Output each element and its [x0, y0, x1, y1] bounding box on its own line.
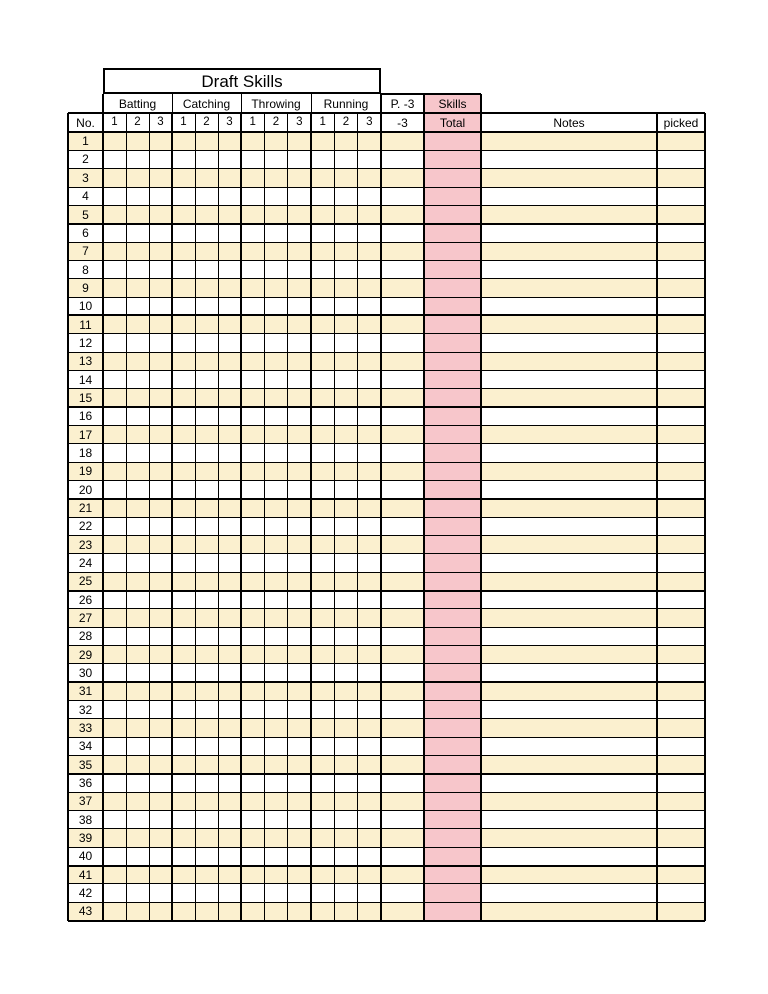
row-background [68, 297, 705, 315]
row-background [68, 499, 705, 517]
row-background [68, 756, 705, 774]
row-number: 32 [78, 702, 93, 717]
row-background [68, 352, 705, 370]
subcol-header: 3 [366, 115, 373, 128]
row-line [68, 645, 705, 646]
row-background [68, 719, 705, 737]
row-background [68, 279, 705, 297]
row-background [68, 169, 705, 187]
row-line [68, 902, 705, 903]
row-background [68, 609, 705, 627]
header-line [68, 131, 705, 133]
row-background [68, 829, 705, 847]
row-number: 43 [78, 904, 93, 919]
row-background [68, 664, 705, 682]
group-divider [480, 94, 482, 113]
skills-header: Skills [438, 96, 467, 111]
row-background [68, 554, 705, 572]
subcolumn-line [218, 113, 219, 921]
row-line [68, 681, 705, 683]
row-number: 2 [82, 152, 89, 167]
row-number: 29 [78, 647, 93, 662]
row-number: 6 [82, 225, 89, 240]
row-line [68, 792, 705, 793]
column-line [423, 113, 425, 921]
subcolumn-line [126, 113, 127, 921]
row-background [68, 462, 705, 480]
row-line [68, 370, 705, 371]
row-number: 28 [78, 629, 93, 644]
row-number: 23 [78, 537, 93, 552]
row-number: 19 [78, 464, 93, 479]
row-line [68, 260, 705, 261]
row-line [68, 223, 705, 225]
column-line [67, 113, 69, 921]
row-number: 8 [82, 262, 89, 277]
row-background [68, 847, 705, 865]
row-number: 42 [78, 886, 93, 901]
row-number: 39 [78, 831, 93, 846]
row-line [68, 700, 705, 701]
row-line [68, 352, 705, 353]
row-number: 34 [78, 739, 93, 754]
subcolumn-line [149, 113, 150, 921]
row-line [68, 406, 705, 408]
subcolumn-line [357, 113, 358, 921]
row-line [68, 718, 705, 719]
row-number: 36 [78, 776, 93, 791]
subcol-header: 2 [342, 115, 350, 128]
row-number: 26 [78, 592, 93, 607]
row-background [68, 370, 705, 388]
group-divider [102, 94, 104, 113]
row-background [68, 425, 705, 443]
penalty-header: P. -3 [390, 96, 415, 111]
row-number: 15 [78, 390, 93, 405]
skills-total-column [424, 94, 481, 921]
subcolumn-line [264, 113, 265, 921]
row-line [68, 847, 705, 848]
row-background [68, 315, 705, 333]
row-number: 37 [78, 794, 93, 809]
row-number: 7 [82, 244, 89, 259]
group-header-throwing: Throwing [251, 96, 301, 111]
row-line [68, 443, 705, 444]
row-background [68, 132, 705, 150]
subcolumn-line [287, 113, 288, 921]
row-line [68, 572, 705, 573]
column-line [171, 113, 173, 921]
group-divider [423, 94, 425, 113]
row-line [68, 590, 705, 592]
row-background [68, 627, 705, 645]
row-background [68, 334, 705, 352]
row-number: 18 [78, 445, 93, 460]
row-background [68, 811, 705, 829]
row-line [68, 150, 705, 151]
row-line [68, 663, 705, 664]
row-line [68, 278, 705, 279]
row-line [68, 242, 705, 243]
subcol-header: 1 [319, 115, 326, 128]
row-number: 11 [79, 317, 92, 332]
row-line [68, 425, 705, 426]
row-line [68, 498, 705, 500]
row-background [68, 205, 705, 223]
row-number: 24 [78, 555, 93, 570]
column-line [380, 113, 382, 921]
penalty-subheader: -3 [397, 115, 408, 130]
sheet-title: Draft Skills [103, 68, 381, 94]
row-number: 17 [78, 427, 93, 442]
row-line [68, 755, 705, 756]
header-line [381, 93, 481, 95]
column-line [310, 113, 312, 921]
row-line [68, 608, 705, 609]
row-line [68, 388, 705, 389]
group-header-running: Running [323, 96, 369, 111]
row-line [68, 462, 705, 463]
row-line [68, 828, 705, 829]
row-number: 10 [78, 299, 93, 314]
row-background [68, 737, 705, 755]
row-background [68, 389, 705, 407]
subcol-header: 3 [157, 115, 164, 128]
notes-header: Notes [553, 115, 585, 130]
header-line [68, 112, 705, 114]
row-number: 35 [78, 757, 93, 772]
column-line [656, 113, 658, 921]
row-background [68, 792, 705, 810]
group-header-catching: Catching [182, 96, 231, 111]
picked-header: picked [663, 115, 699, 130]
row-background [68, 884, 705, 902]
row-number: 12 [78, 335, 93, 350]
row-background [68, 224, 705, 242]
subcol-header: 1 [249, 115, 256, 128]
row-background [68, 480, 705, 498]
column-line [480, 113, 482, 921]
skills-total-header: Total [439, 115, 466, 130]
row-number: 5 [82, 207, 89, 222]
row-line [68, 168, 705, 169]
row-number: 22 [78, 519, 93, 534]
row-line [68, 187, 705, 188]
row-background [68, 242, 705, 260]
row-number: 31 [78, 684, 93, 699]
subcolumn-line [334, 113, 335, 921]
subcol-header: 3 [226, 115, 233, 128]
row-line [68, 297, 705, 298]
subcol-header: 1 [180, 115, 187, 128]
row-line [68, 920, 705, 922]
row-line [68, 553, 705, 554]
row-background [68, 572, 705, 590]
row-background [68, 774, 705, 792]
row-line [68, 627, 705, 628]
column-line [704, 113, 706, 921]
row-line [68, 737, 705, 738]
row-number: 16 [78, 409, 93, 424]
row-background [68, 701, 705, 719]
row-background [68, 150, 705, 168]
row-number: 14 [78, 372, 93, 387]
row-background [68, 260, 705, 278]
group-divider [172, 94, 173, 113]
row-background [68, 407, 705, 425]
row-number: 1 [82, 134, 89, 149]
row-number: 4 [82, 189, 89, 204]
row-number: 30 [78, 666, 93, 681]
row-background [68, 187, 705, 205]
row-number: 27 [78, 610, 93, 625]
row-background [68, 517, 705, 535]
row-background [68, 646, 705, 664]
no-header: No. [76, 115, 95, 130]
row-line [68, 535, 705, 536]
row-line [68, 773, 705, 775]
subcolumn-line [195, 113, 196, 921]
row-background [68, 535, 705, 553]
row-background [68, 591, 705, 609]
row-line [68, 865, 705, 867]
row-line [68, 205, 705, 206]
group-header-batting: Batting [118, 96, 157, 111]
group-divider [241, 94, 242, 113]
row-line [68, 810, 705, 811]
row-background [68, 682, 705, 700]
row-number: 13 [78, 354, 93, 369]
row-background [68, 866, 705, 884]
row-number: 41 [78, 867, 93, 882]
subcol-header: 1 [111, 115, 118, 128]
subcol-header: 2 [272, 115, 280, 128]
column-line [102, 113, 104, 921]
subcol-header: 2 [203, 115, 210, 128]
group-divider [380, 94, 382, 113]
row-number: 38 [78, 812, 93, 827]
row-number: 33 [78, 721, 93, 736]
row-number: 21 [78, 500, 93, 515]
row-number: 9 [82, 280, 89, 295]
group-divider [311, 94, 312, 113]
row-background [68, 902, 705, 920]
row-line [68, 883, 705, 884]
row-number: 25 [78, 574, 93, 589]
row-number: 3 [82, 170, 89, 185]
column-line [240, 113, 242, 921]
row-line [68, 517, 705, 518]
subcol-header: 2 [134, 115, 141, 128]
row-background [68, 444, 705, 462]
row-number: 40 [78, 849, 93, 864]
row-line [68, 333, 705, 334]
subcol-header: 3 [296, 115, 303, 128]
row-number: 20 [78, 482, 93, 497]
row-line [68, 314, 705, 316]
row-line [68, 480, 705, 481]
